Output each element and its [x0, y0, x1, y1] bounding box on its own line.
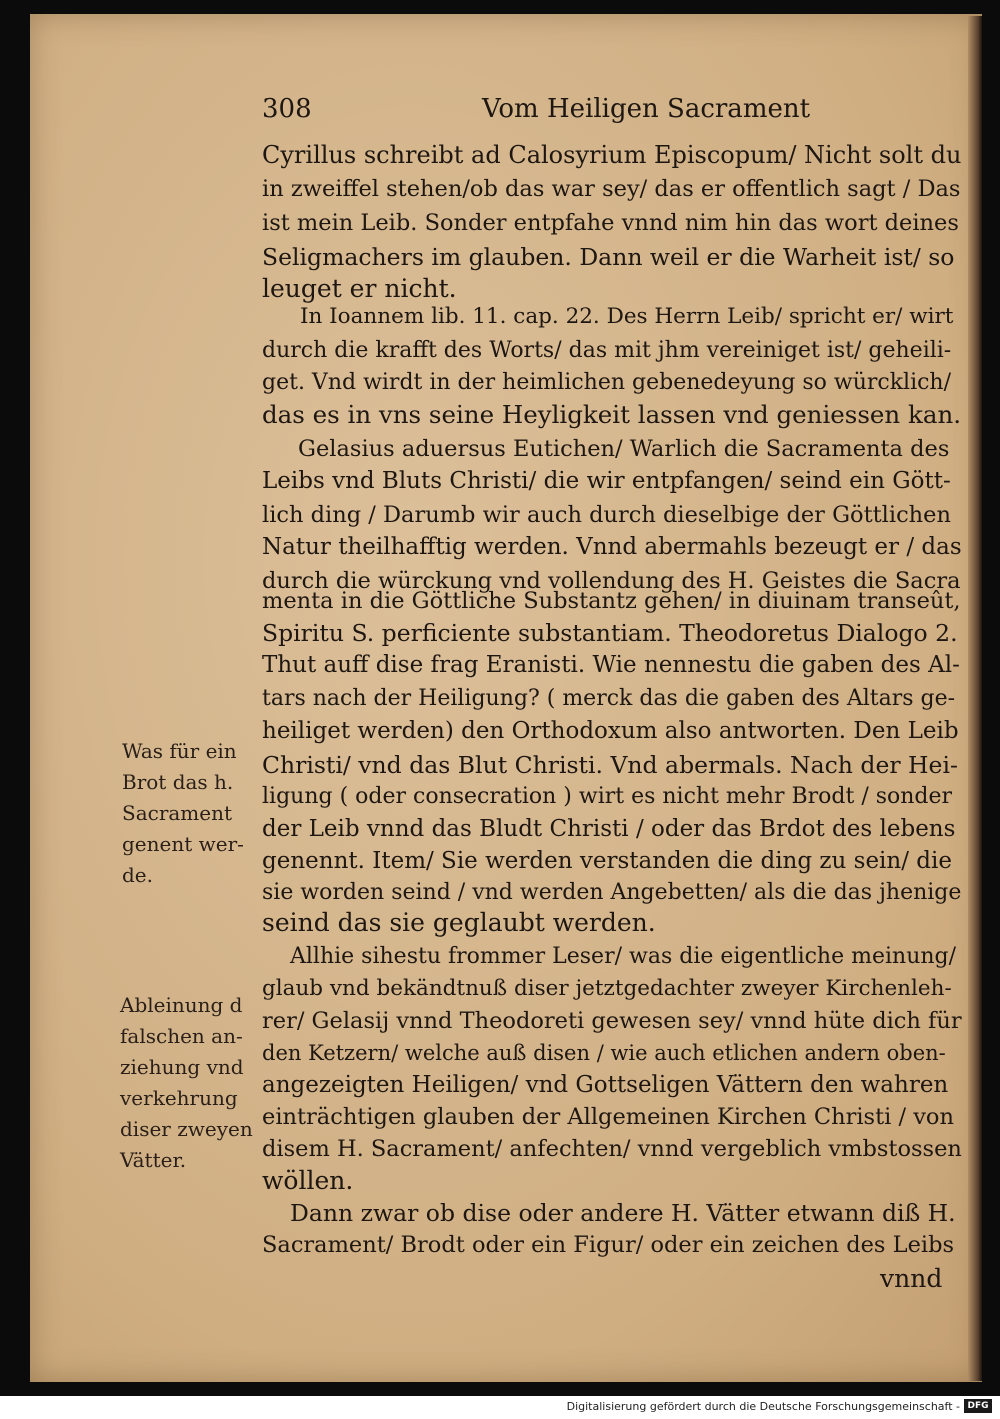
margin-note-line: de. — [122, 863, 153, 887]
body-line: durch die krafft des Worts/ das mit jhm vereiniget ist/ geheili- — [262, 338, 952, 363]
body-line: durch die würckung vnd vollendung des H. Geistes die Sacra — [262, 568, 961, 594]
margin-note-line: Sacrament — [122, 801, 233, 825]
footer-credit: Digitalisierung gefördert durch die Deutsche Forschungsgemeinschaft - — [566, 1400, 960, 1413]
margin-note-line: verkehrung — [120, 1086, 238, 1110]
body-line: den Ketzern/ welche auß disen / wie auch etlichen andern oben- — [262, 1041, 946, 1065]
body-line: Thut auff dise frag Eranisti. Wie nennestu die gaben des Al- — [262, 652, 960, 678]
body-line: leuget er nicht. — [262, 274, 457, 303]
margin-note-line: diser zweyen — [120, 1117, 253, 1141]
body-line: Christi/ vnd das Blut Christi. Vnd abermals. Nach der Hei- — [262, 751, 958, 779]
margin-note-line: Ableinung d — [120, 993, 243, 1017]
margin-note-line: genent wer- — [122, 832, 244, 856]
body-line: genennt. Item/ Sie werden verstanden die ding zu sein/ die — [262, 848, 952, 874]
body-line: Sacrament/ Brodt oder ein Figur/ oder ein zeichen des Leibs — [262, 1232, 955, 1258]
margin-note-line: falschen an- — [120, 1024, 243, 1048]
body-line: Leibs vnd Bluts Christi/ die wir entpfangen/ seind ein Gött- — [262, 468, 951, 494]
body-line: Allhie sihestu frommer Leser/ was die eigentliche meinung/ — [290, 944, 957, 969]
body-line: Spiritu S. perficiente substantiam. Theodoretus Dialogo 2. — [262, 619, 958, 647]
margin-note-line: Brot das h. — [122, 770, 234, 794]
body-line: wöllen. — [262, 1166, 354, 1195]
running-head: Vom Heiligen Sacrament — [482, 94, 811, 124]
body-line: sie worden seind / vnd werden Angebetten/ als die das jhenige — [262, 880, 962, 905]
body-line: das es in vns seine Heyligkeit lassen vnd geniessen kan. — [262, 400, 962, 429]
body-line: Cyrillus schreibt ad Calosyrium Episcopum/ Nicht solt du — [262, 141, 962, 169]
body-line: glaub vnd bekändtnuß diser jetztgedachter zweyer Kirchenleh- — [262, 976, 952, 1001]
body-line: angezeigten Heiligen/ vnd Gottseligen Vättern den wahren — [262, 1072, 949, 1098]
body-line: rer/ Gelasij vnnd Theodoreti gewesen sey/ vnnd hüte dich für — [262, 1008, 962, 1034]
body-line: in zweiffel stehen/ob das war sey/ das er offentlich sagt / Das — [262, 176, 961, 202]
body-line: menta in die Göttliche Substantz gehen/ in diuinam transeût, — [262, 588, 961, 614]
page-number: 308 — [262, 94, 312, 124]
margin-note-line: ziehung vnd — [120, 1055, 244, 1079]
body-line: seind das sie geglaubt werden. — [262, 908, 656, 937]
body-line: heiliget werden) den Orthodoxum also antworten. Den Leib — [262, 718, 959, 744]
margin-note-line: Vätter. — [120, 1148, 187, 1172]
dfg-logo: DFG — [964, 1399, 992, 1413]
body-line: lich ding / Darumb wir auch durch dieselbige der Göttlichen — [262, 502, 951, 528]
body-line: disem H. Sacrament/ anfechten/ vnnd vergeblich vmbstossen — [262, 1136, 962, 1162]
margin-note-line: Was für ein — [122, 739, 237, 763]
body-line: Seligmachers im glauben. Dann weil er die Warheit ist/ so — [262, 243, 955, 271]
body-line: ligung ( oder consecration ) wirt es nicht mehr Brodt / sonder — [262, 784, 953, 809]
body-line: der Leib vnnd das Bludt Christi / oder das Brdot des lebens — [262, 816, 956, 842]
body-line: Dann zwar ob dise oder andere H. Vätter etwann diß H. — [290, 1199, 956, 1227]
body-line: In Ioannem lib. 11. cap. 22. Des Herrn Leib/ spricht er/ wirt — [300, 304, 954, 329]
body-line: einträchtigen glauben der Allgemeinen Kirchen Christi / von — [262, 1104, 954, 1130]
body-line: vnnd — [880, 1264, 943, 1293]
body-line: tars nach der Heiligung? ( merck das die gaben des Altars ge- — [262, 686, 956, 711]
body-line: Natur theilhafftig werden. Vnnd abermahls bezeugt er / das — [262, 534, 962, 560]
body-line: get. Vnd wirdt in der heimlichen gebenedeyung so würcklich/ — [262, 370, 952, 395]
body-line: ist mein Leib. Sonder entpfahe vnnd nim hin das wort deines — [262, 210, 959, 236]
binding-edge — [968, 16, 982, 1381]
body-line: Gelasius aduersus Eutichen/ Warlich die Sacramenta des — [298, 436, 950, 462]
